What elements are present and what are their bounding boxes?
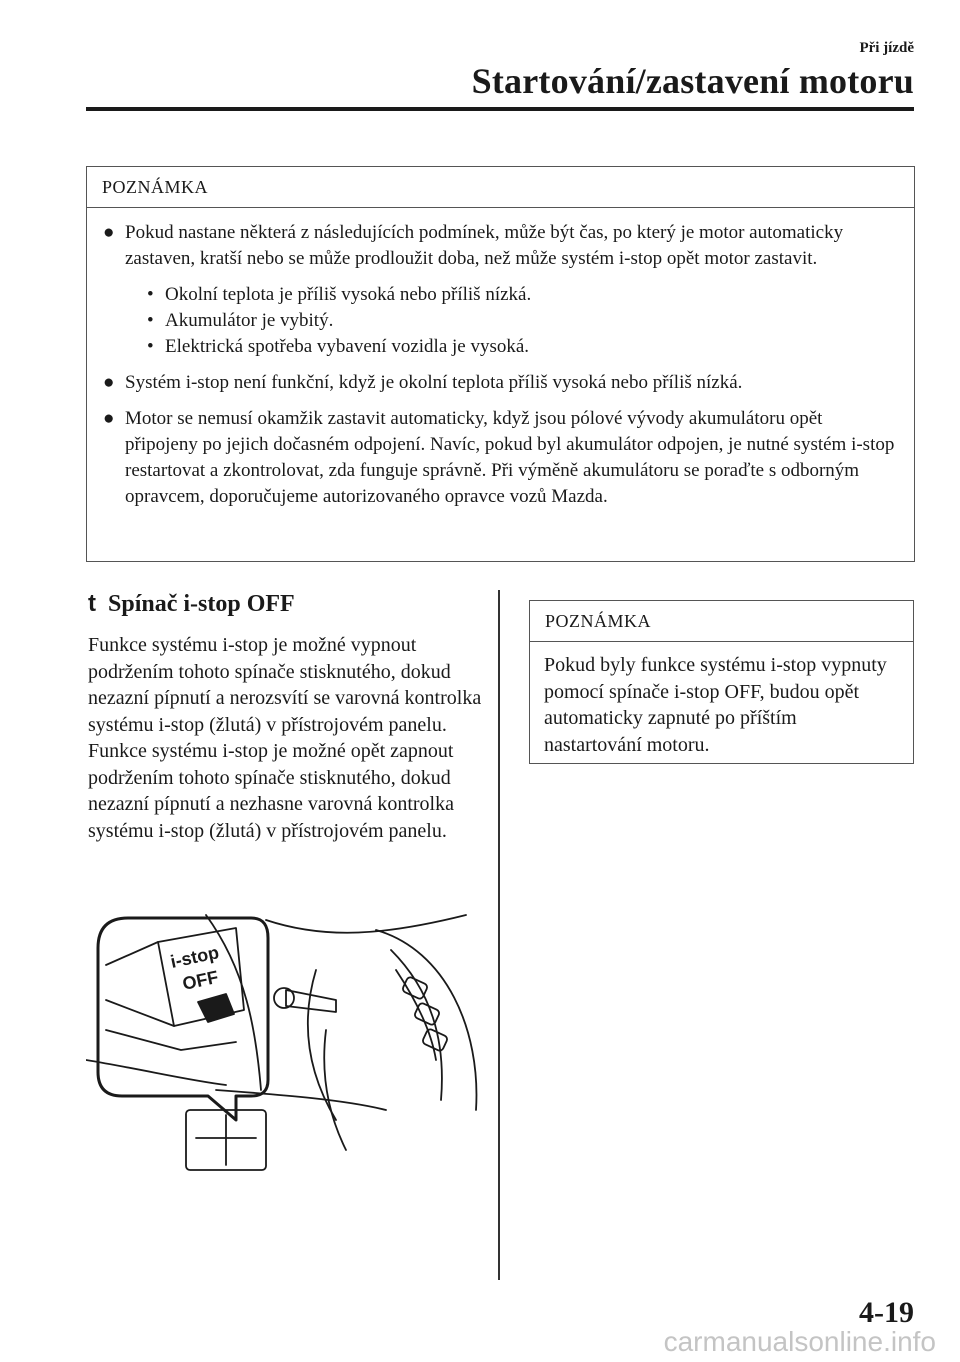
page-title: Startování/zastavení motoru: [471, 61, 914, 101]
running-header-section: Při jízdě: [859, 40, 914, 56]
sub-item-text: Akumulátor je vybitý.: [165, 310, 334, 331]
bullet-icon: ●: [103, 372, 115, 393]
note-box-right: [529, 600, 914, 764]
watermark: carmanualsonline.info: [663, 1326, 936, 1357]
section-marker-icon: t: [88, 590, 96, 617]
sub-item: [147, 308, 898, 334]
bullet-icon: ●: [103, 222, 115, 243]
column-divider: [498, 590, 500, 1280]
note-body: [87, 208, 914, 510]
note-body: Pokud byly funkce systému i-stop vypnuty pomocí spínače i-stop OFF, budou opět automaticky zapnuté po příštím nastartování motoru.: [544, 654, 887, 756]
istop-switch-illustration: [86, 910, 490, 1210]
note-bullet-item: [103, 370, 898, 396]
note-heading: POZNÁMKA: [87, 167, 914, 208]
note-bullet-text: Motor se nemusí okamžik zastavit automaticky, když jsou pólové vývody akumulátoru opět připojeny po jejich dočasném odpojení. Navíc, pokud byl akumulátor odpojen, je nutné systém i-stop restartovat a zkontrolovat, zda funguje správně. Při výměně akumulátoru se poraďte s odborným opravcem, doporučujeme autorizovaného opravce vozů Mazda.: [125, 408, 895, 507]
section-heading: [88, 590, 295, 618]
page-number: 4-19: [859, 1296, 914, 1329]
header-rule: [86, 107, 914, 111]
sub-item-text: Elektrická spotřeba vybavení vozidla je vysoká.: [165, 336, 530, 357]
sub-bullet-icon: •: [147, 336, 154, 357]
note-bullet-text: Systém i-stop není funkční, když je okolní teplota příliš vysoká nebo příliš nízká.: [125, 372, 743, 393]
sub-item-text: Okolní teplota je příliš vysoká nebo příliš nízká.: [165, 284, 532, 305]
switch-label-line1: i-stop: [168, 942, 221, 972]
note-bullet-text: Pokud nastane některá z následujících podmínek, může být čas, po který je motor automaticky zastaven, kratší nebo se může prodloužit doba, než může systém i-stop opět motor zastavit.: [125, 222, 844, 269]
sub-list: [147, 282, 898, 360]
note-box-top: [86, 166, 915, 562]
sub-bullet-icon: •: [147, 284, 154, 305]
note-heading: POZNÁMKA: [530, 601, 913, 642]
section-heading-text: Spínač i-stop OFF: [108, 591, 295, 617]
section-body-text: Funkce systému i-stop je možné vypnout podržením tohoto spínače stisknutého, dokud nezazní pípnutí a nerozsvítí se varovná kontrolka systému i-stop (žlutá) v přístrojovém panelu. Funkce systému i-stop je možné opět zapnout podržením tohoto spínače stisknutého, dokud nezazní pípnutí a nezhasne varovná kontrolka systému i-stop (žlutá) v přístrojovém panelu.: [88, 634, 482, 842]
switch-label-line2: OFF: [180, 966, 221, 994]
note-bullet-item: [103, 406, 898, 510]
bullet-icon: ●: [103, 408, 115, 429]
sub-item: [147, 334, 898, 360]
sub-bullet-icon: •: [147, 310, 154, 331]
note-bullet-item: [103, 220, 898, 360]
sub-item: [147, 282, 898, 308]
